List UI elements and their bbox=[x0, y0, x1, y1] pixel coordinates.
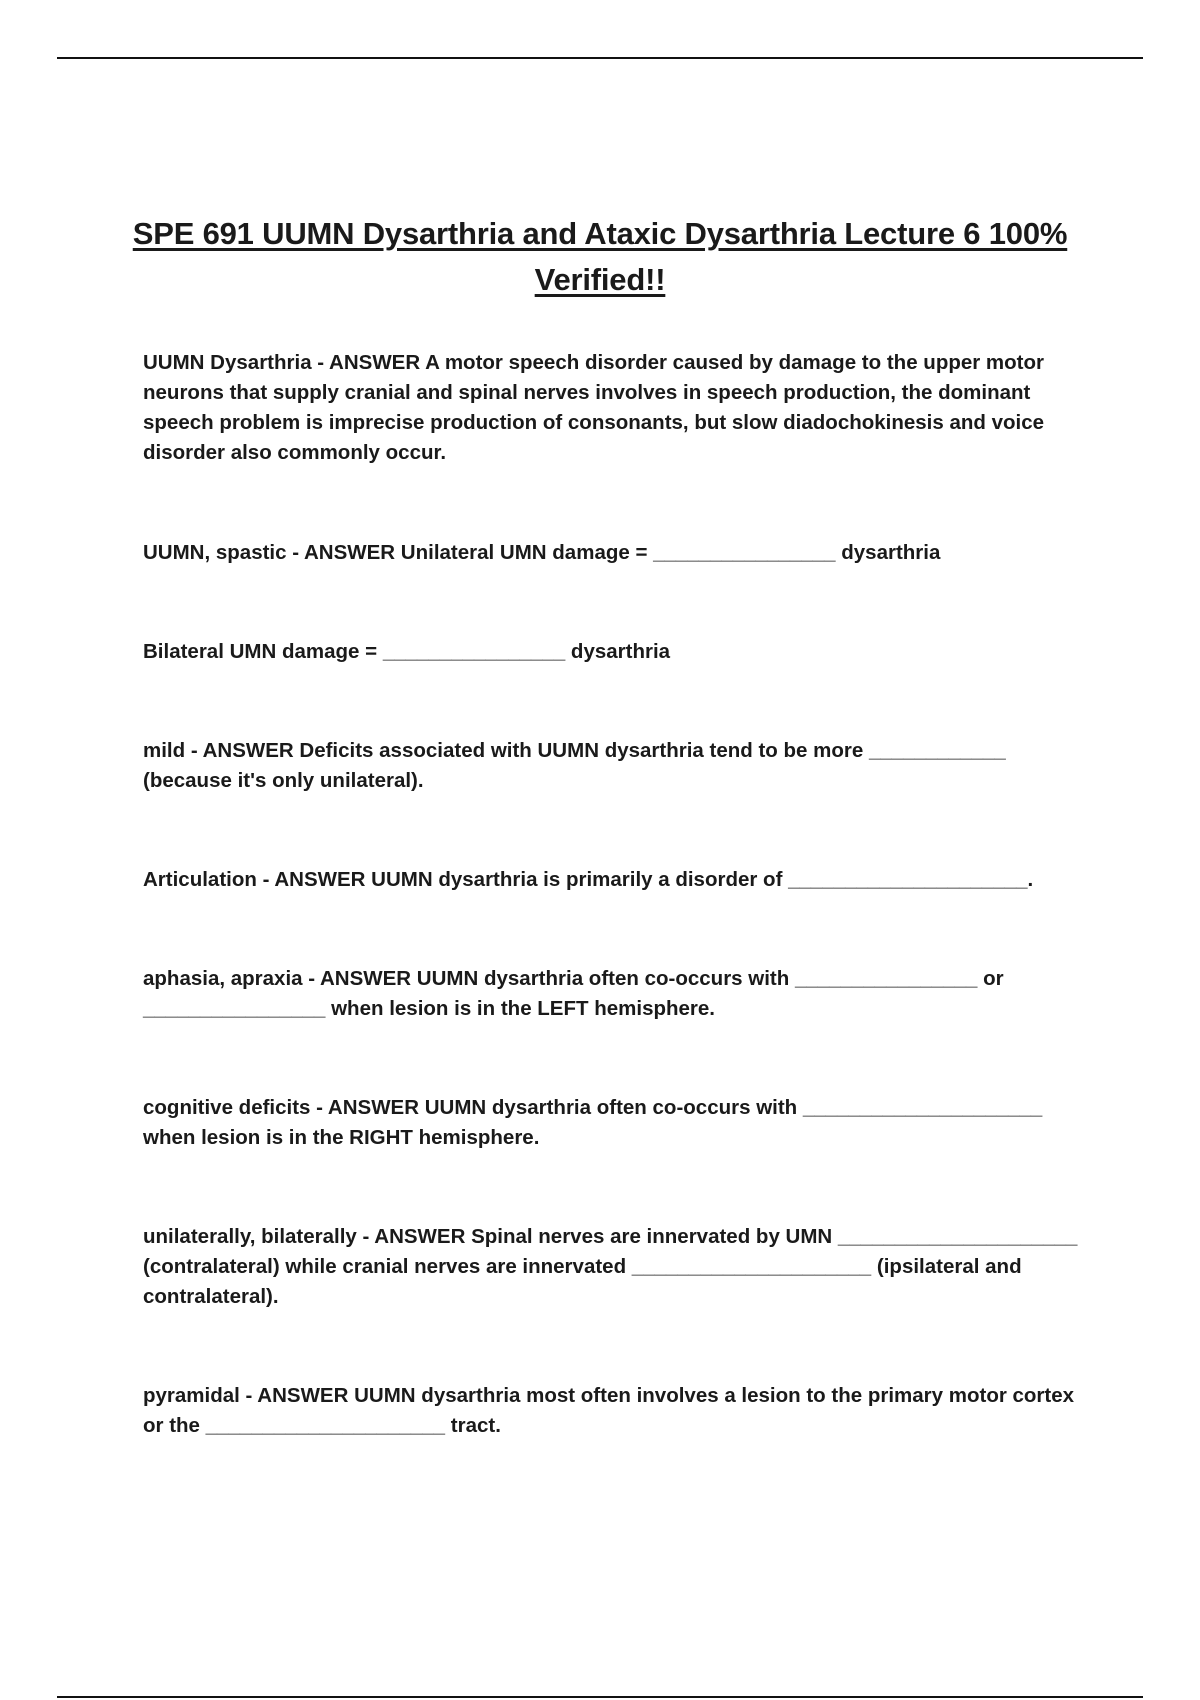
top-rule bbox=[57, 57, 1143, 59]
entry-cognitive-deficits: cognitive deficits - ANSWER UUMN dysarthria often co-occurs with _____________________ when lesion is in the RIGHT hemisphere. bbox=[143, 1096, 1043, 1149]
document-title: SPE 691 UUMN Dysarthria and Ataxic Dysarthria Lecture 6 100% Verified!! bbox=[132, 215, 1068, 297]
entry-uumn-dysarthria: UUMN Dysarthria - ANSWER A motor speech disorder caused by damage to the upper motor neurons that supply cranial and spinal nerves involves in speech production, the dominant speech problem is imprecise production of consonants, but slow diadochokinesis and voice disorder also commonly occur. bbox=[143, 351, 1045, 464]
entry-aphasia-apraxia: aphasia, apraxia - ANSWER UUMN dysarthria often co-occurs with ________________ or ________________ when lesion is in the LEFT hemisphere. bbox=[143, 967, 1004, 1020]
entry-mild-deficits: mild - ANSWER Deficits associated with UUMN dysarthria tend to be more ____________ (because it's only unilateral). bbox=[143, 739, 1006, 792]
flashcard-list bbox=[143, 348, 1093, 1441]
entry-articulation: Articulation - ANSWER UUMN dysarthria is primarily a disorder of _____________________. bbox=[143, 868, 1034, 891]
entry-bilateral-damage: Bilateral UMN damage = ________________ dysarthria bbox=[143, 640, 671, 663]
entry-unilateral-damage: UUMN, spastic - ANSWER Unilateral UMN damage = ________________ dysarthria bbox=[143, 541, 941, 564]
bottom-rule bbox=[57, 1696, 1143, 1698]
entry-pyramidal: pyramidal - ANSWER UUMN dysarthria most often involves a lesion to the primary motor cortex or the _____________________ tract. bbox=[143, 1384, 1075, 1437]
entry-innervation: unilaterally, bilaterally - ANSWER Spinal nerves are innervated by UMN _____________________ (contralateral) while cranial nerves are innervated _____________________ (ipsilateral and contralateral). bbox=[143, 1225, 1078, 1308]
